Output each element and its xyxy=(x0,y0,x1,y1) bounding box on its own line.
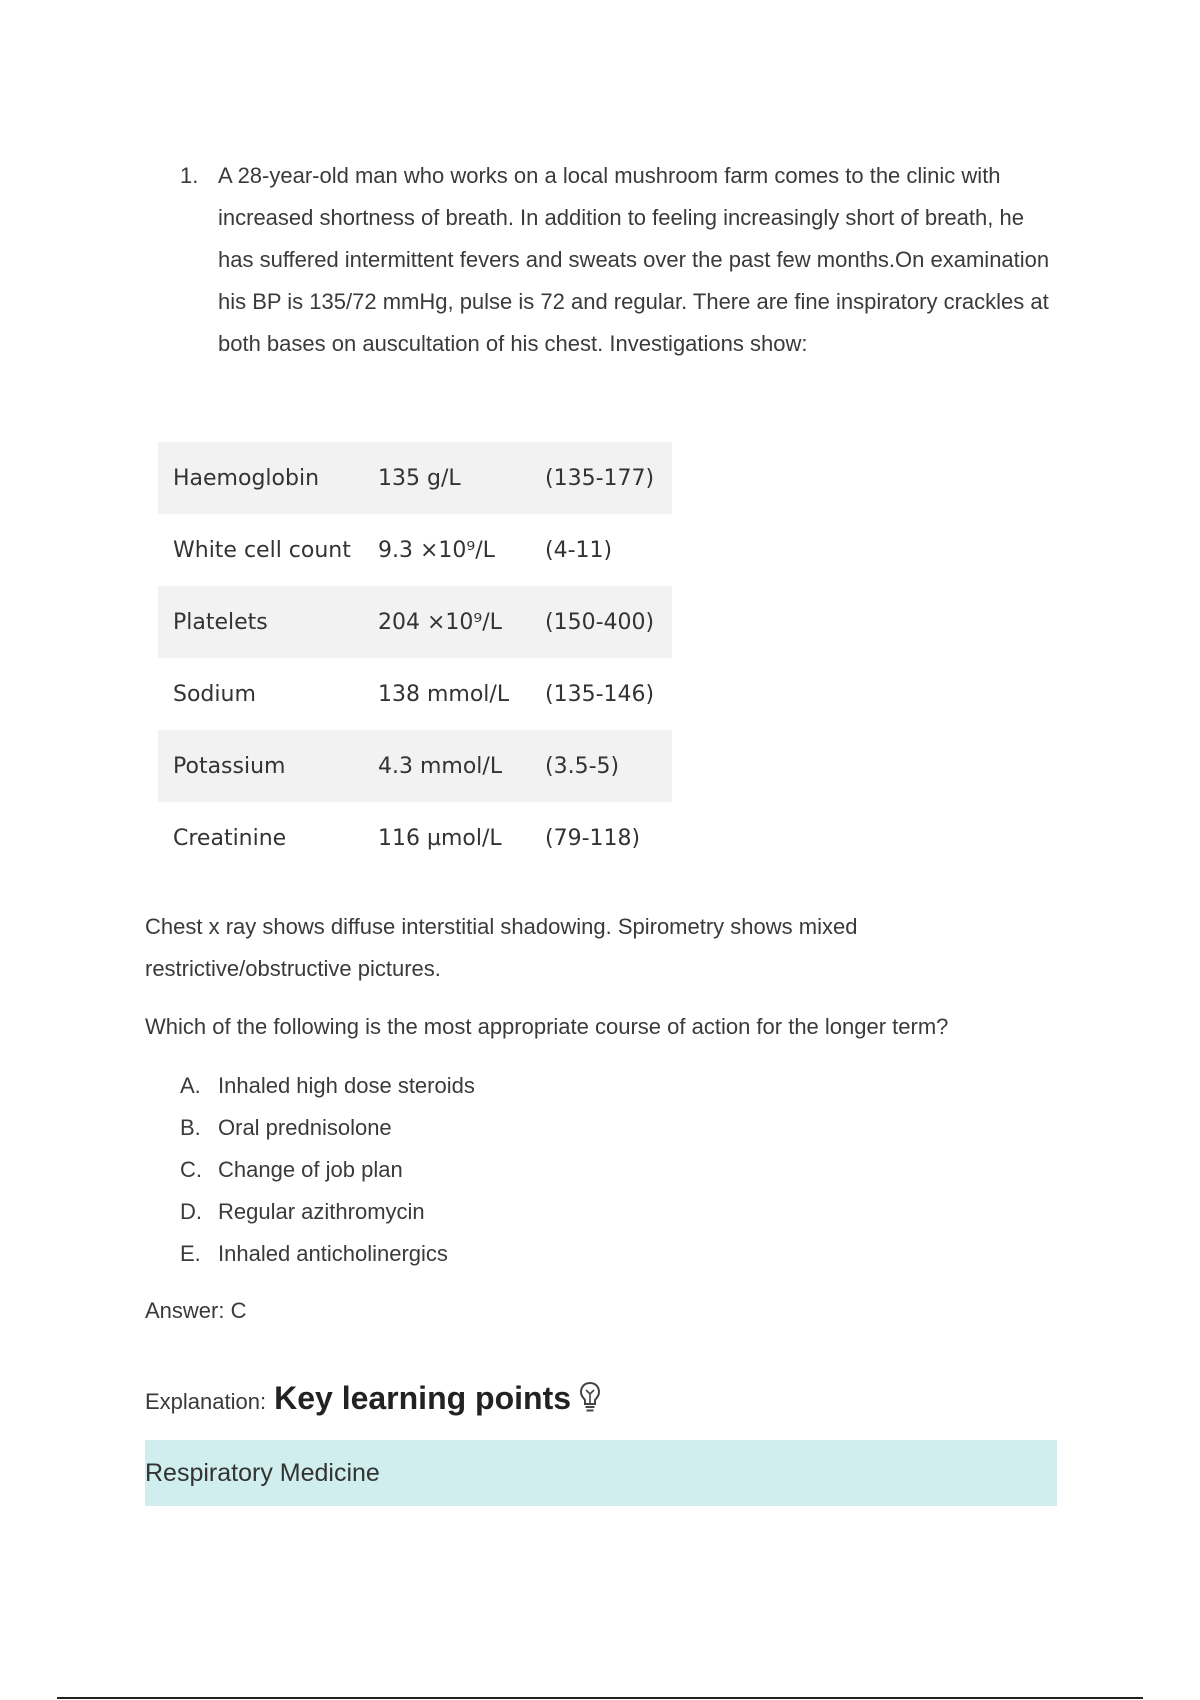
option-c xyxy=(180,1149,475,1191)
page-divider xyxy=(57,1697,1143,1699)
question-prompt: Which of the following is the most appropriate course of action for the longer term? xyxy=(145,1014,949,1039)
lab-range: (79-118) xyxy=(545,825,641,851)
option-text: Inhaled high dose steroids xyxy=(218,1073,475,1098)
lab-value: 204 ×10⁹/L xyxy=(363,586,530,658)
option-a xyxy=(180,1065,475,1107)
lab-value: 135 g/L xyxy=(363,442,530,514)
table-row xyxy=(158,658,672,730)
option-text: Inhaled anticholinergics xyxy=(218,1241,448,1266)
lab-range: (4-11) xyxy=(545,537,613,563)
explanation-heading xyxy=(145,1375,601,1417)
lab-test: Sodium xyxy=(173,681,256,707)
lab-value: 9.3 ×10⁹/L xyxy=(378,537,495,563)
table-row xyxy=(158,802,672,874)
category-banner xyxy=(145,1440,1057,1506)
category-label: Respiratory Medicine xyxy=(145,1459,380,1487)
lab-test: Potassium xyxy=(158,730,363,802)
lab-range: (135-177) xyxy=(530,442,672,514)
key-learning-points-title: Key learning points xyxy=(274,1380,572,1416)
table-row xyxy=(158,586,672,658)
findings-text: Chest x ray shows diffuse interstitial shadowing. Spirometry shows mixed restrictive/obstructive pictures. xyxy=(145,914,858,981)
lab-test: Platelets xyxy=(158,586,363,658)
option-e xyxy=(180,1233,475,1275)
question-block xyxy=(180,155,1060,365)
lab-test: White cell count xyxy=(173,537,351,563)
lab-test: Haemoglobin xyxy=(158,442,363,514)
lab-value: 4.3 mmol/L xyxy=(363,730,530,802)
table-row xyxy=(158,514,672,586)
option-b xyxy=(180,1107,475,1149)
option-letter: A. xyxy=(180,1073,201,1098)
table-row xyxy=(158,730,672,802)
lab-range: (135-146) xyxy=(545,681,655,707)
option-letter: B. xyxy=(180,1115,201,1140)
question-stem: A 28-year-old man who works on a local mushroom farm comes to the clinic with increased shortness of breath. In addition to feeling increasingly short of breath, he has suffered intermittent fevers and sweats over the past few months.On examination his BP is 135/72 mmHg, pulse is 72 and regular. There are fine inspiratory crackles at both bases on auscultation of his chest. Investigations show: xyxy=(218,163,1050,356)
question-number: 1. xyxy=(180,163,199,188)
lab-value: 138 mmol/L xyxy=(378,681,510,707)
table-row xyxy=(158,442,672,514)
lab-range: (150-400) xyxy=(530,586,672,658)
option-text: Oral prednisolone xyxy=(218,1115,392,1140)
investigations-table xyxy=(158,442,672,874)
option-text: Change of job plan xyxy=(218,1157,403,1182)
lightbulb-icon xyxy=(579,1381,601,1421)
lab-test: Creatinine xyxy=(173,825,287,851)
option-letter: E. xyxy=(180,1241,201,1266)
answer-options xyxy=(180,1065,475,1275)
option-text: Regular azithromycin xyxy=(218,1199,425,1224)
lab-value: 116 µmol/L xyxy=(378,825,502,851)
answer-text: Answer: C xyxy=(145,1298,247,1323)
explanation-label: Explanation: xyxy=(145,1389,267,1414)
option-letter: C. xyxy=(180,1157,202,1182)
lab-range: (3.5-5) xyxy=(530,730,672,802)
option-letter: D. xyxy=(180,1199,202,1224)
option-d xyxy=(180,1191,475,1233)
